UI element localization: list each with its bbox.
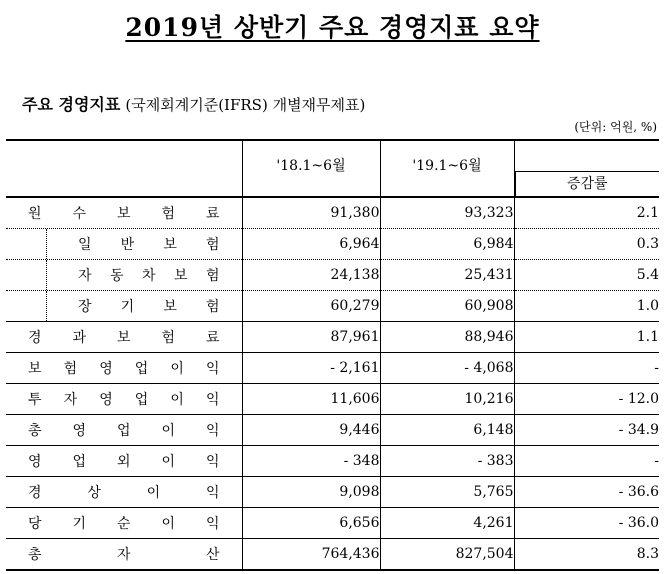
- value-change: -: [514, 353, 659, 384]
- value-2019: - 383: [380, 446, 514, 477]
- table-row: [6, 260, 659, 291]
- row-label-cell: [6, 260, 242, 291]
- value-2019: 6,148: [380, 415, 514, 446]
- value-2018: 11,606: [242, 384, 380, 415]
- value-change: 2.1: [514, 197, 659, 229]
- row-label: 원 수 보 험 료: [28, 206, 220, 222]
- header-2019: '19.1~6월: [380, 140, 514, 197]
- table-row: [6, 446, 659, 477]
- value-2018: - 2,161: [242, 353, 380, 384]
- row-label: 영 업 외 이 익: [28, 454, 220, 470]
- row-label-cell: [6, 229, 242, 260]
- value-2019: 5,765: [380, 477, 514, 508]
- value-2018: 87,961: [242, 322, 380, 353]
- subtitle-note: (국제회계기준(IFRS) 개별재무제표): [125, 96, 366, 114]
- unit-note: (단위: 억원, %): [574, 120, 657, 134]
- value-change: - 36.6: [514, 477, 659, 508]
- value-2019: 88,946: [380, 322, 514, 353]
- table-row: [6, 477, 659, 508]
- header-2018: '18.1~6월: [242, 140, 380, 197]
- value-2018: 24,138: [242, 260, 380, 291]
- row-label-cell: [6, 446, 242, 477]
- table-row: [6, 197, 659, 229]
- value-2018: - 348: [242, 446, 380, 477]
- value-change: 0.3: [514, 229, 659, 260]
- value-2019: 93,323: [380, 197, 514, 229]
- row-label: 경 상 이 익: [28, 485, 220, 501]
- value-change: 1.1: [514, 322, 659, 353]
- row-label: 보 험 영 업 이 익: [28, 361, 220, 377]
- row-label-cell: [6, 415, 242, 446]
- row-label-cell: [6, 197, 242, 229]
- indicator-table: [6, 139, 659, 571]
- value-2018: 6,964: [242, 229, 380, 260]
- row-label: 투 자 영 업 이 익: [28, 392, 220, 408]
- subtitle-main: 주요 경영지표: [22, 95, 121, 114]
- row-label-cell: [6, 477, 242, 508]
- value-change: 5.4: [514, 260, 659, 291]
- value-change: - 36.0: [514, 508, 659, 539]
- value-change: -: [514, 446, 659, 477]
- sub-bracket: [46, 229, 47, 259]
- row-label-cell: [6, 353, 242, 384]
- row-label: 자 동 차 보 험: [78, 268, 220, 284]
- value-change: 1.0: [514, 291, 659, 322]
- row-label: 일 반 보 험: [78, 237, 220, 253]
- value-2019: 10,216: [380, 384, 514, 415]
- value-2019: 6,984: [380, 229, 514, 260]
- row-label-cell: [6, 322, 242, 353]
- sub-bracket: [46, 291, 47, 321]
- table-row: [6, 291, 659, 322]
- header-change-cell: [514, 140, 659, 197]
- value-2018: 9,098: [242, 477, 380, 508]
- row-label: 장 기 보 험: [78, 299, 220, 315]
- table-row: [6, 229, 659, 260]
- table-header-row: [6, 140, 659, 197]
- row-label: 총 영 업 이 익: [28, 423, 220, 439]
- value-2019: 4,261: [380, 508, 514, 539]
- row-label-cell: [6, 291, 242, 322]
- row-label-cell: [6, 508, 242, 539]
- row-label: 총 자 산: [28, 547, 220, 563]
- row-label: 당 기 순 이 익: [28, 516, 220, 532]
- value-2018: 9,446: [242, 415, 380, 446]
- value-2019: 827,504: [380, 539, 514, 571]
- value-2018: 60,279: [242, 291, 380, 322]
- section-subtitle: [22, 92, 365, 115]
- value-2018: 91,380: [242, 197, 380, 229]
- table-body: [6, 197, 659, 570]
- table-row: [6, 353, 659, 384]
- row-label: 경 과 보 험 료: [28, 330, 220, 346]
- value-2019: 25,431: [380, 260, 514, 291]
- value-2019: 60,908: [380, 291, 514, 322]
- table-row: [6, 508, 659, 539]
- value-change: 8.3: [514, 539, 659, 571]
- table-row: [6, 322, 659, 353]
- value-change: - 12.0: [514, 384, 659, 415]
- document-title-text: 2019년 상반기 주요 경영지표 요약: [125, 13, 540, 42]
- document-title: [0, 8, 665, 44]
- value-2018: 764,436: [242, 539, 380, 571]
- table-row: [6, 415, 659, 446]
- sub-bracket: [46, 260, 47, 290]
- value-2018: 6,656: [242, 508, 380, 539]
- header-change: 증감률: [515, 171, 660, 196]
- header-blank: [6, 140, 242, 197]
- value-change: - 34.9: [514, 415, 659, 446]
- row-label-cell: [6, 384, 242, 415]
- table-row: [6, 539, 659, 571]
- row-label-cell: [6, 539, 242, 571]
- value-2019: - 4,068: [380, 353, 514, 384]
- table-row: [6, 384, 659, 415]
